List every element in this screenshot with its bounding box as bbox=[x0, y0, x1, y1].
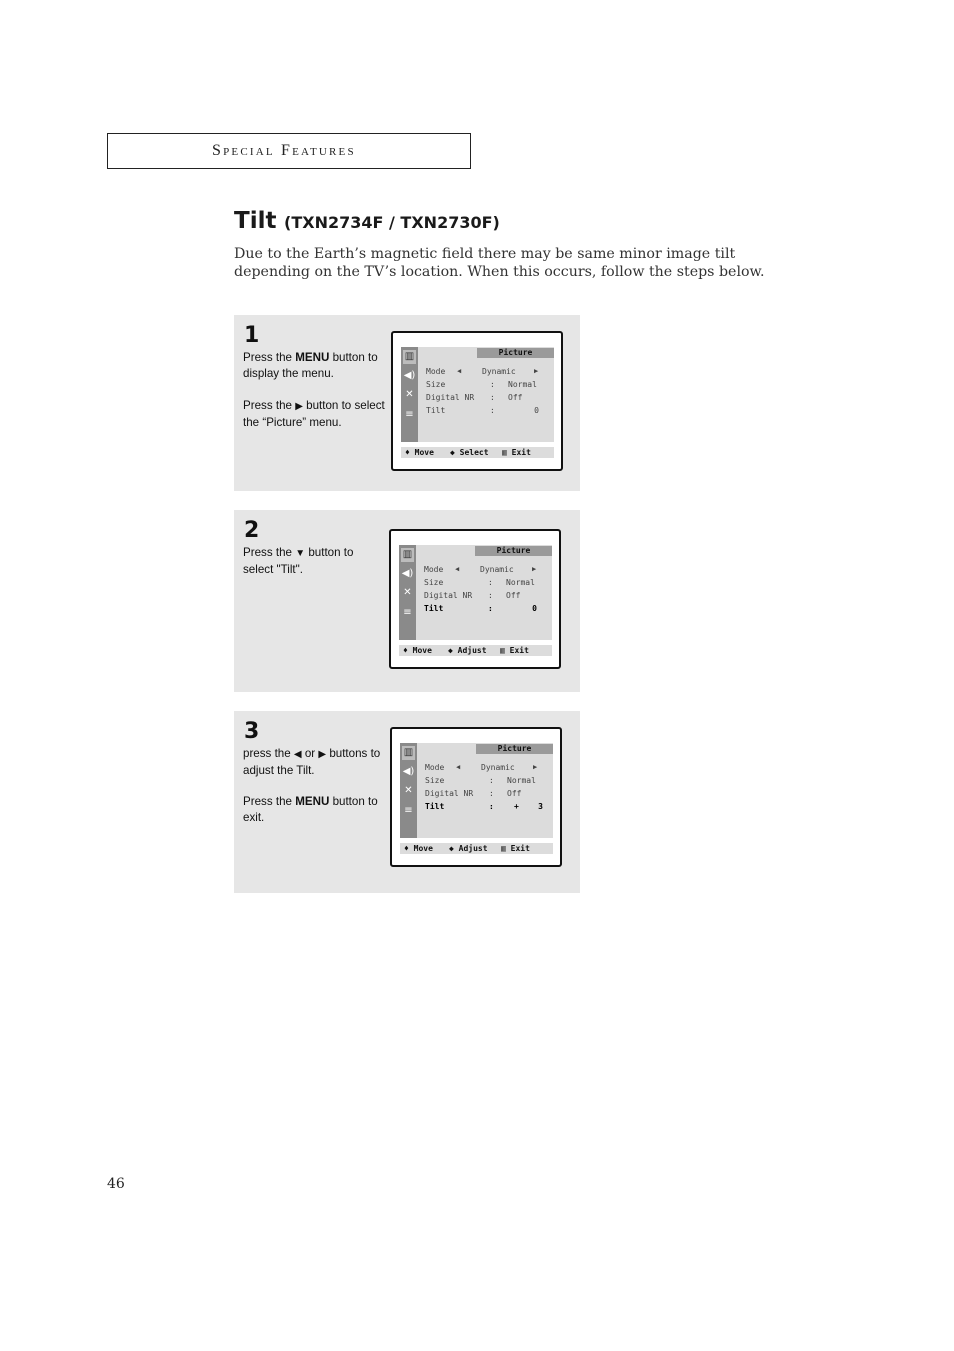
menu-title: Picture bbox=[476, 744, 553, 754]
right-arrow-icon: ▶ bbox=[532, 565, 537, 573]
menu-row-digital-nr: Digital NR : Off bbox=[424, 591, 521, 600]
picture-icon: ▥ bbox=[404, 351, 415, 362]
section-title: Special Features bbox=[212, 142, 356, 159]
osd-menu bbox=[400, 743, 553, 838]
sound-icon: ◀) bbox=[402, 766, 415, 777]
osd-footer bbox=[401, 447, 554, 458]
step-3-panel bbox=[234, 711, 580, 893]
page-number: 46 bbox=[107, 1176, 125, 1192]
step-instructions: Press the MENU button to display the menu. Press the ▶ button to select the “Picture” menu. bbox=[243, 351, 385, 429]
osd-menu bbox=[401, 347, 554, 442]
right-arrow-icon: ▶ bbox=[295, 401, 303, 412]
channel-icon: ✕ bbox=[404, 785, 413, 796]
left-arrow-icon: ◀ bbox=[456, 763, 461, 771]
right-arrow-icon: ▶ bbox=[318, 749, 327, 760]
menu-icon-bar bbox=[401, 347, 418, 442]
setup-icon: ≡ bbox=[405, 409, 414, 420]
footer-select: ◆ Select bbox=[450, 448, 489, 457]
menu-row-digital-nr: Digital NR : Off bbox=[425, 789, 522, 798]
footer-move: ♦ Move bbox=[405, 448, 434, 457]
menu-row-size: Size : Normal bbox=[426, 380, 537, 389]
tilt-sign: + bbox=[514, 802, 519, 811]
footer-move: ♦ Move bbox=[404, 844, 433, 853]
osd-menu bbox=[399, 545, 552, 640]
menu-row-mode: Mode ◀ Dynamic ▶ bbox=[424, 565, 537, 574]
menu-row-tilt: Tilt : 0 bbox=[426, 406, 539, 415]
intro-paragraph: Due to the Earth’s magnetic field there may be same minor image tilt depending on the TV’s location. When this occurs, follow the steps below. bbox=[234, 246, 765, 280]
footer-adjust: ◆ Adjust bbox=[448, 646, 487, 655]
step-2-panel bbox=[234, 510, 580, 692]
picture-icon: ▥ bbox=[403, 747, 414, 758]
menu-row-digital-nr: Digital NR : Off bbox=[426, 393, 523, 402]
title-models: (TXN2734F / TXN2730F) bbox=[284, 213, 500, 232]
step-1-panel bbox=[234, 315, 580, 491]
setup-icon: ≡ bbox=[403, 607, 412, 618]
setup-icon: ≡ bbox=[404, 805, 413, 816]
menu-row-mode: Mode ◀ Dynamic ▶ bbox=[425, 763, 538, 772]
step-number: 3 bbox=[244, 719, 260, 744]
left-arrow-icon: ◀ bbox=[457, 367, 462, 375]
menu-icon-bar bbox=[399, 545, 416, 640]
tv-screen bbox=[390, 727, 562, 867]
menu-row-tilt: Tilt : + 3 bbox=[425, 802, 543, 811]
menu-icon-bar bbox=[400, 743, 417, 838]
title-main: Tilt bbox=[234, 208, 277, 234]
menu-title: Picture bbox=[475, 546, 552, 556]
down-arrow-icon: ▼ bbox=[295, 548, 306, 559]
tv-screen bbox=[389, 529, 561, 669]
menu-row-mode: Mode ◀ Dynamic ▶ bbox=[426, 367, 539, 376]
sound-icon: ◀) bbox=[401, 568, 414, 579]
menu-row-size: Size : Normal bbox=[424, 578, 535, 587]
page-title bbox=[234, 208, 500, 234]
right-arrow-icon: ▶ bbox=[533, 763, 538, 771]
channel-icon: ✕ bbox=[405, 389, 414, 400]
right-arrow-icon: ▶ bbox=[534, 367, 539, 375]
left-arrow-icon: ◀ bbox=[455, 565, 460, 573]
menu-title: Picture bbox=[477, 348, 554, 358]
menu-row-size: Size : Normal bbox=[425, 776, 536, 785]
footer-move: ♦ Move bbox=[403, 646, 432, 655]
footer-exit: ▥ Exit bbox=[500, 646, 529, 655]
osd-footer bbox=[400, 843, 553, 854]
channel-icon: ✕ bbox=[403, 587, 412, 598]
tv-screen bbox=[391, 331, 563, 471]
footer-adjust: ◆ Adjust bbox=[449, 844, 488, 853]
menu-button-ref: MENU bbox=[295, 795, 330, 808]
osd-footer bbox=[399, 645, 552, 656]
sound-icon: ◀) bbox=[403, 370, 416, 381]
footer-exit: ▥ Exit bbox=[502, 448, 531, 457]
step-instructions: press the ◀ or ▶ buttons to adjust the Tilt. Press the MENU button to exit. bbox=[243, 747, 381, 824]
step-instructions: Press the ▼ button to select "Tilt". bbox=[243, 546, 354, 576]
section-header bbox=[107, 133, 471, 169]
step-number: 1 bbox=[244, 323, 260, 348]
menu-button-ref: MENU bbox=[295, 351, 330, 364]
menu-row-tilt: Tilt : 0 bbox=[424, 604, 537, 613]
left-arrow-icon: ◀ bbox=[293, 749, 302, 760]
picture-icon: ▥ bbox=[402, 549, 413, 560]
footer-exit: ▥ Exit bbox=[501, 844, 530, 853]
step-number: 2 bbox=[244, 518, 260, 543]
